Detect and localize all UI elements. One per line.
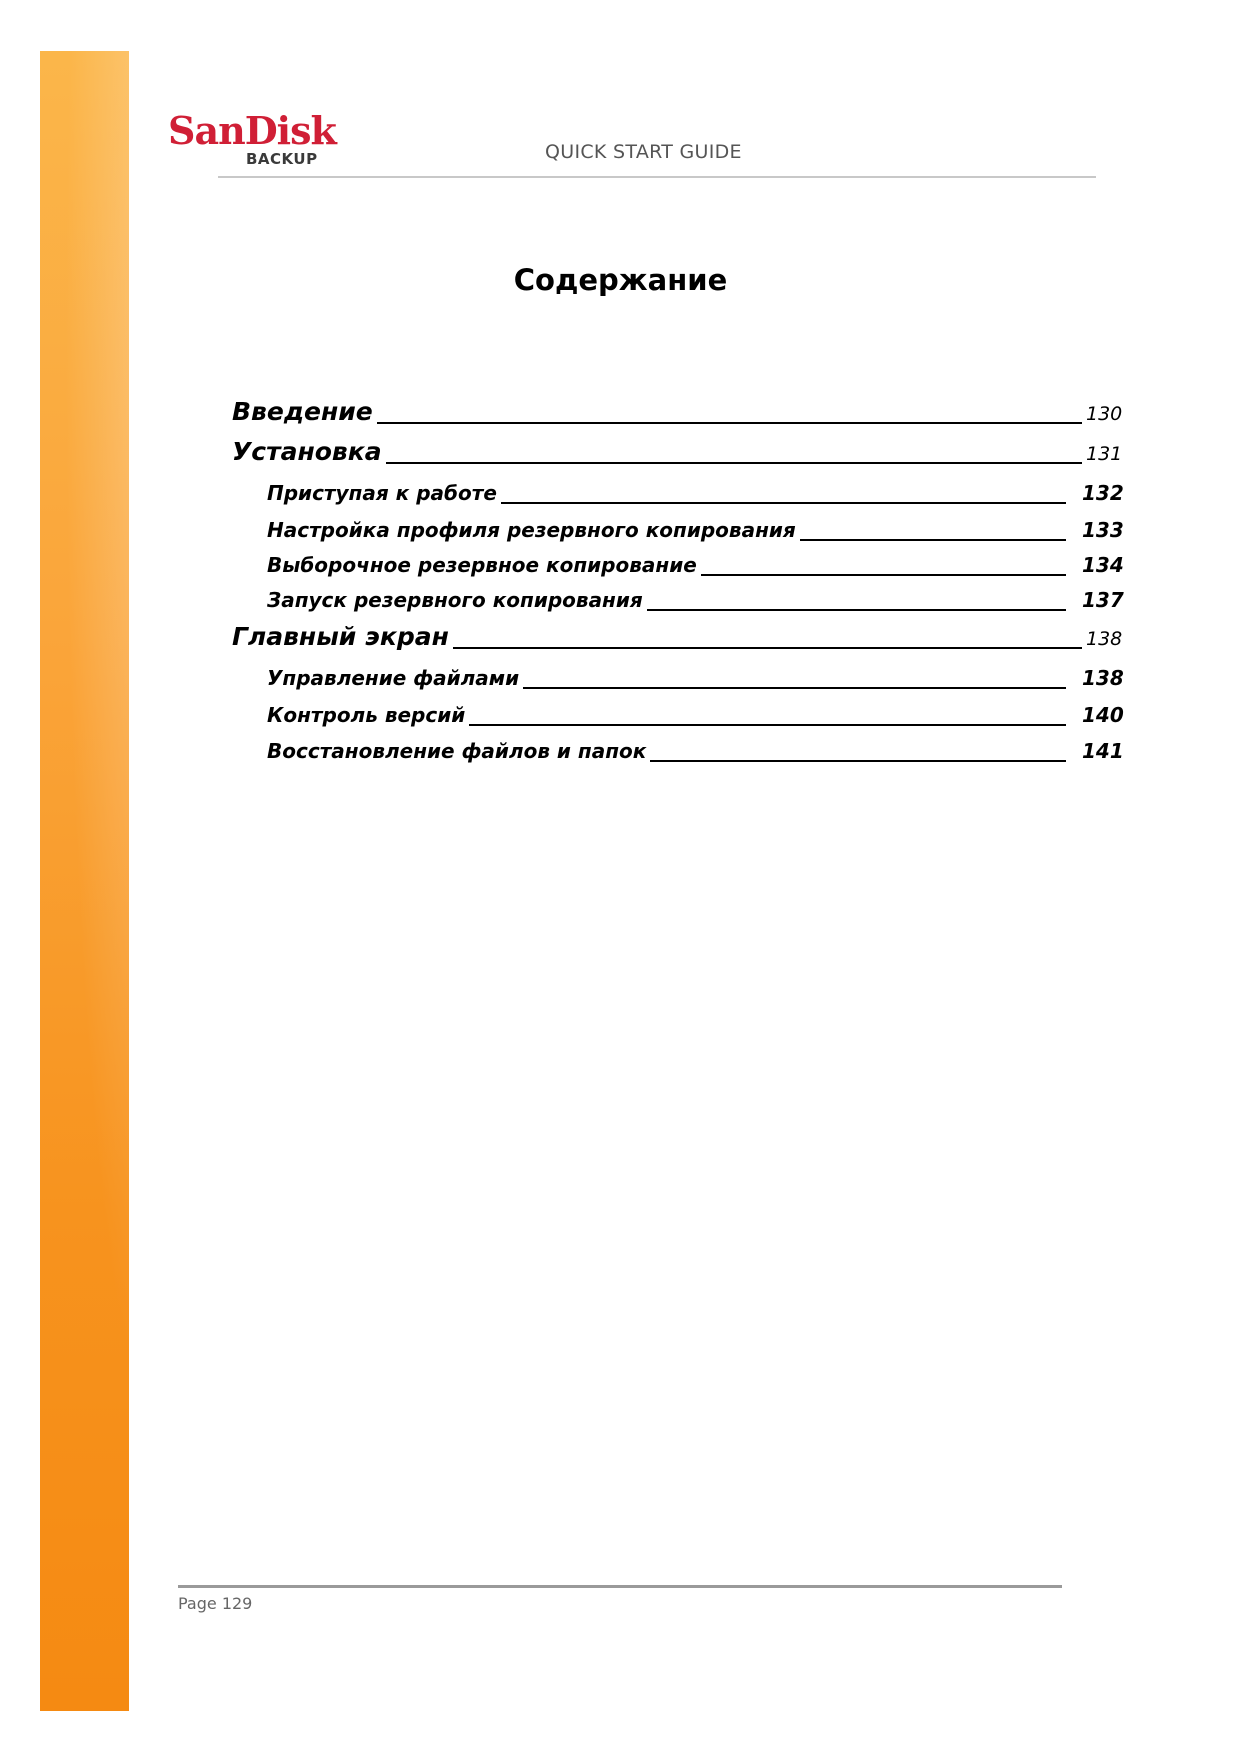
toc-leader-line <box>650 760 1066 762</box>
toc-leader-line <box>647 609 1066 611</box>
toc-entry-page: 133 <box>1082 518 1124 542</box>
toc-entry-label: Управление файлами <box>267 666 520 690</box>
footer-page-number: Page 129 <box>178 1594 253 1613</box>
logo-sub-text: BACKUP <box>246 150 318 168</box>
toc-entry-label: Контроль версий <box>267 703 466 727</box>
toc-entry-page: 138 <box>1086 628 1123 650</box>
side-decoration-band <box>40 51 129 1711</box>
toc-entry-page: 140 <box>1082 703 1124 727</box>
header-title: QUICK START GUIDE <box>545 141 742 163</box>
toc-leader-line <box>701 574 1066 576</box>
toc-entry-label: Введение <box>232 397 373 426</box>
toc-entry-page: 134 <box>1082 553 1124 577</box>
toc-entry-page: 137 <box>1082 588 1124 612</box>
header-divider <box>218 176 1096 178</box>
toc-leader-line <box>453 647 1082 649</box>
toc-leader-line <box>523 687 1066 689</box>
toc-entry-label: Запуск резервного копирования <box>267 588 643 612</box>
toc-entry-label: Главный экран <box>232 622 449 651</box>
toc-entry-label: Восстановление файлов и папок <box>267 739 647 763</box>
toc-entry-page: 138 <box>1082 666 1124 690</box>
toc-entry-label: Выборочное резервное копирование <box>267 553 697 577</box>
toc-leader-line <box>501 502 1066 504</box>
page-title: Содержание <box>513 263 728 297</box>
sandisk-backup-logo <box>168 110 338 172</box>
toc-entry-page: 132 <box>1082 481 1124 505</box>
toc-entry-label: Приступая к работе <box>267 481 497 505</box>
toc-leader-line <box>800 539 1066 541</box>
logo-brand-text: SanDisk <box>168 108 336 153</box>
footer-divider <box>178 1585 1062 1588</box>
toc-leader-line <box>469 724 1066 726</box>
toc-leader-line <box>386 462 1082 464</box>
toc-entry-label: Установка <box>232 437 382 466</box>
toc-entry-page: 141 <box>1082 739 1124 763</box>
toc-leader-line <box>377 422 1082 424</box>
toc-entry-label: Настройка профиля резервного копирования <box>267 518 796 542</box>
toc-entry-page: 130 <box>1086 403 1123 425</box>
toc-entry-page: 131 <box>1086 443 1123 465</box>
